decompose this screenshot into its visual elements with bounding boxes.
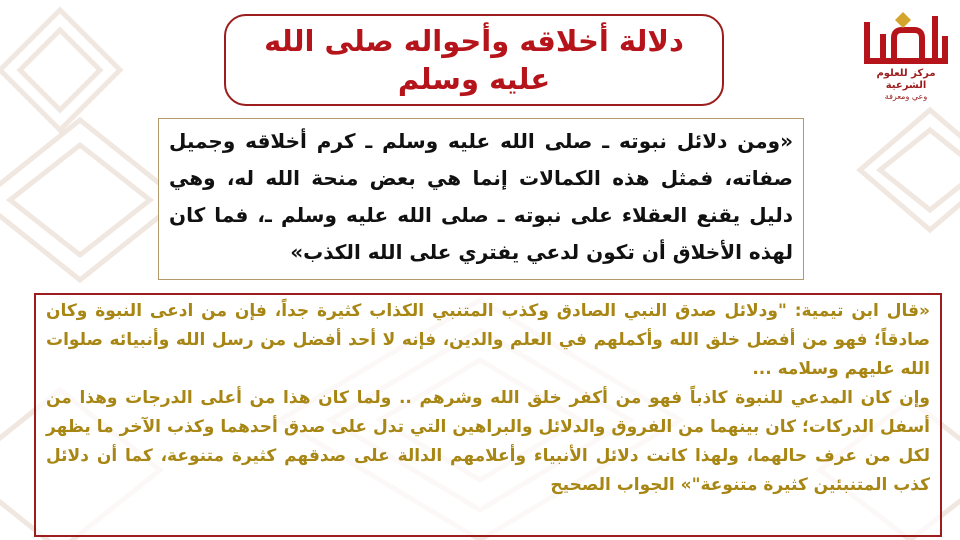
page-title: دلالة أخلاقه وأحواله صلى الله عليه وسلم <box>264 24 684 96</box>
title-box <box>224 14 724 106</box>
logo-subtitle: مركز للعلوم الشرعية <box>876 68 936 91</box>
main-quote-text: «ومن دلائل نبوته ـ صلى الله عليه وسلم ـ كرم أخلاقه وجميل صفاته، فمثل هذه الكمالات إنما هي بعض منحة الله له، وهي دليل يقنع العقلاء على نبوته ـ صلى الله عليه وسلم ـ، فما كان لهذه الأخلاق أن تكون لدعي يفتري على الله الكذب» <box>169 129 793 264</box>
ibn-taymiyyah-quote-box <box>34 293 942 537</box>
logo-label <box>856 68 956 102</box>
logo-tagline: وعي ومعرفة <box>884 92 928 101</box>
quote-paragraph-1: «قال ابن تيمية: "ودلائل صدق النبي الصادق وكذب المتنبي الكذاب كثيرة جداً، فإن من ادعى النبوة وكان صادقاً؛ فهو من أفضل خلق الله وأكملهم في العلم والدين، فإنه لا أحد أفضل من رسل الله وأنبيائه صلوات الله عليهم وسلامه ... <box>46 301 930 379</box>
quote-paragraph-2: وإن كان المدعي للنبوة كاذباً فهو من أكفر خلق الله وشرهم .. ولما كان هذا من أعلى الدرجات وهذا من أسفل الدركات؛ كان بينهما من الفروق والدلائل والبراهين التي تدل على صدق أحدهما وكذب الآخر ما يظهر لكل من عرف حالهما، ولهذا كانت دلائل الأنبياء وأعلامهم الدالة على صدقهم كثيرة متنوعة، كما أن دلائل كذب المتنبئين كثيرة متنوعة"» الجواب الصحيح <box>46 388 930 495</box>
main-quote-box <box>158 118 804 280</box>
